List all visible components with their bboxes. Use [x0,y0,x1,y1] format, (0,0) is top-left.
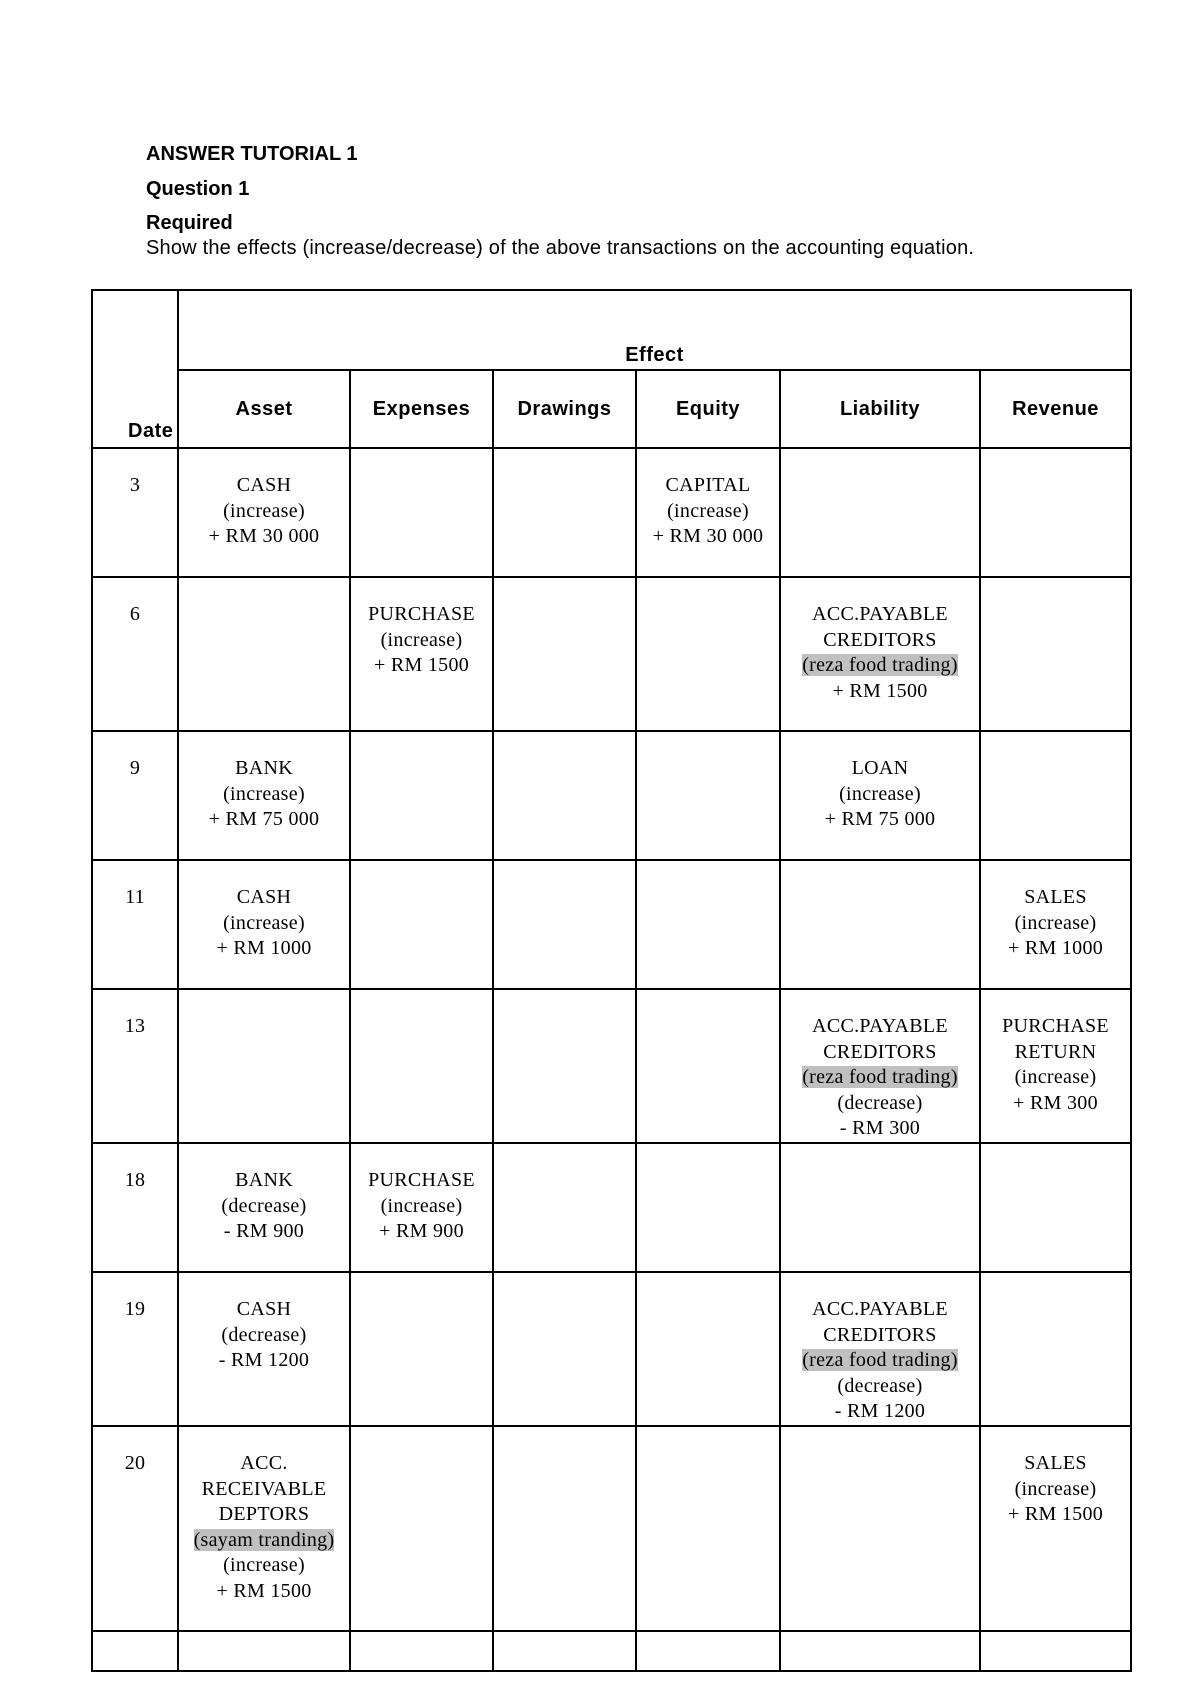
entry-text: ACC.PAYABLE [812,1298,948,1320]
table-row [92,1272,1131,1426]
effect-cell-expenses [350,731,493,860]
entry-line [179,911,349,937]
entry-text: CASH [236,1298,292,1320]
effect-cell-asset [178,731,350,860]
entry-text: (increase) [839,782,921,805]
table-row [92,731,1131,860]
entry-text: + RM 1000 [1007,937,1104,959]
entry-line [781,1374,979,1400]
date-header: Date [92,290,178,448]
entry-line [351,602,492,628]
entry-text: CREDITORS [823,1040,937,1063]
entry-line [981,1451,1130,1477]
effect-header: Effect [178,290,1131,370]
entry-text: (decrease) [221,1323,307,1346]
table-row [92,860,1131,989]
entry-text: ACC. [240,1452,288,1474]
entry-text: CAPITAL [665,474,751,496]
entry-line [781,1116,979,1142]
entry-line [179,1297,349,1323]
entry-line [781,1040,979,1066]
effect-cell-revenue [980,577,1131,731]
effect-cell-equity [636,577,780,731]
entry-line [981,1502,1130,1528]
entry-text: + RM 30 000 [208,525,320,547]
effect-cell-equity [636,1426,780,1631]
entry-text: ACC.PAYABLE [812,603,948,625]
entry-text: PURCHASE [368,1169,475,1191]
entry-text: (increase) [380,1194,463,1217]
entry-text: BANK [235,1169,293,1191]
entry-line [351,1194,492,1220]
entry-line [981,911,1130,937]
entry-text: + RM 1500 [832,679,928,702]
effect-cell-equity [636,731,780,860]
entry-text: RETURN [1014,1040,1097,1063]
entry-line [981,936,1130,962]
entry-line [351,1168,492,1194]
effect-cell-liability [780,577,980,731]
date-cell: 18 [92,1143,178,1272]
entry-text: DEPTORS [218,1503,310,1525]
effect-cell-drawings [493,1426,636,1631]
effect-cell-asset [178,448,350,577]
effect-cell-equity [636,1272,780,1426]
entry-text: PURCHASE [368,603,475,625]
effect-cell-drawings [493,1272,636,1426]
entry-line [781,807,979,833]
entry-line [179,499,349,525]
effect-cell-drawings [493,989,636,1143]
entry-line [981,1040,1130,1066]
column-header-row [92,370,1131,448]
effect-cell-liability [780,448,980,577]
date-cell [92,1631,178,1671]
date-cell: 19 [92,1272,178,1426]
table-body [92,448,1131,1671]
effect-cell-liability [780,1272,980,1426]
entry-line [351,653,492,679]
effect-cell-drawings [493,860,636,989]
entry-line [781,1297,979,1323]
effect-cell-asset [178,860,350,989]
entry-text: (reza food trading) [802,1066,958,1088]
effect-cell-equity [636,860,780,989]
date-cell: 20 [92,1426,178,1631]
entry-line [351,1219,492,1245]
effect-cell-expenses [350,860,493,989]
entry-line [781,628,979,654]
entry-text: PURCHASE [1002,1015,1109,1037]
entry-line [637,524,779,550]
entry-text: CREDITORS [823,1323,937,1346]
entry-text: CASH [236,886,292,908]
entry-text: (increase) [223,782,305,805]
effect-cell-equity [636,989,780,1143]
entry-line [981,1091,1130,1117]
entry-line [179,885,349,911]
effect-cell-drawings [493,1631,636,1671]
entry-line [781,782,979,808]
column-header-drawings: Drawings [493,370,636,448]
column-header-liability: Liability [780,370,980,448]
entry-line [179,1477,349,1503]
entry-line [179,1502,349,1528]
entry-line [781,679,979,705]
effect-cell-revenue [980,989,1131,1143]
entry-text: - RM 900 [223,1220,305,1242]
entry-text: (increase) [223,911,305,934]
entry-line [179,936,349,962]
date-cell: 13 [92,989,178,1143]
column-header-asset: Asset [178,370,350,448]
effect-cell-revenue [980,1426,1131,1631]
entry-text: SALES [1024,886,1087,908]
entry-text: ACC.PAYABLE [812,1015,948,1037]
effect-cell-liability [780,1143,980,1272]
entry-text: + RM 1500 [373,654,470,676]
entry-text: + RM 900 [379,1220,464,1242]
entry-text: + RM 75 000 [824,808,936,830]
effect-cell-drawings [493,448,636,577]
entry-text: + RM 1000 [216,937,312,959]
entry-line [781,1014,979,1040]
highlighted-entry-line [179,1528,349,1554]
entry-line [179,1219,349,1245]
entry-line [179,756,349,782]
effect-cell-revenue [980,731,1131,860]
effect-cell-liability [780,1426,980,1631]
table-row [92,1143,1131,1272]
entry-text: BANK [235,757,293,779]
entry-line [637,473,779,499]
entry-text: (reza food trading) [802,654,958,676]
entry-line [179,473,349,499]
effect-cell-expenses [350,1631,493,1671]
column-header-expenses: Expenses [350,370,493,448]
entry-text: (sayam tranding) [193,1528,335,1551]
entry-text: (increase) [1014,1066,1097,1088]
entry-line [179,1168,349,1194]
effect-cell-asset [178,1143,350,1272]
date-cell: 9 [92,731,178,860]
table-row [92,577,1131,731]
effect-cell-equity [636,448,780,577]
entry-line [179,782,349,808]
column-header-revenue: Revenue [980,370,1131,448]
effect-cell-revenue [980,1272,1131,1426]
entry-text: (increase) [1014,911,1097,934]
entry-text: + RM 75 000 [208,808,320,830]
effect-cell-revenue [980,1143,1131,1272]
entry-line [781,756,979,782]
effect-cell-expenses [350,577,493,731]
effect-cell-drawings [493,1143,636,1272]
entry-line [179,1323,349,1349]
entry-text: CREDITORS [823,628,937,651]
entry-line [179,807,349,833]
effect-cell-drawings [493,731,636,860]
effect-cell-expenses [350,1143,493,1272]
effect-cell-liability [780,860,980,989]
effect-cell-asset [178,1426,350,1631]
entry-text: RECEIVABLE [201,1477,327,1500]
effect-cell-revenue [980,448,1131,577]
entry-text: + RM 1500 [1007,1503,1104,1525]
effect-cell-expenses [350,1426,493,1631]
effect-cell-equity [636,1631,780,1671]
entry-line [781,1091,979,1117]
entry-line [351,628,492,654]
entry-text: + RM 1500 [216,1579,312,1602]
entry-text: (increase) [223,499,305,522]
table-row [92,989,1131,1143]
entry-line [781,1399,979,1425]
entry-line [179,1348,349,1374]
question-label: Question 1 [146,178,250,200]
table-row [92,1631,1131,1671]
entry-text: SALES [1024,1452,1087,1474]
entry-text: - RM 1200 [834,1400,926,1422]
highlighted-entry-line [781,653,979,679]
entry-text: CASH [236,474,292,496]
entry-text: (increase) [380,628,463,651]
entry-line [179,524,349,550]
effect-cell-expenses [350,448,493,577]
entry-line [781,1323,979,1349]
entry-line [179,1194,349,1220]
entry-text: + RM 30 000 [652,525,764,547]
entry-line [179,1451,349,1477]
table-row [92,1426,1131,1631]
entry-text: (reza food trading) [802,1349,958,1371]
effect-cell-asset [178,1631,350,1671]
effect-cell-equity [636,1143,780,1272]
document-title: ANSWER TUTORIAL 1 [146,143,358,165]
date-cell: 6 [92,577,178,731]
entry-line [981,885,1130,911]
entry-line [981,1477,1130,1503]
table-row [92,448,1131,577]
entry-line [637,499,779,525]
effect-cell-liability [780,731,980,860]
effect-cell-asset [178,577,350,731]
date-cell: 3 [92,448,178,577]
effect-cell-asset [178,989,350,1143]
instruction-text: Show the effects (increase/decrease) of the above transactions on the accounting equation. [146,237,975,259]
entry-text: LOAN [851,757,909,779]
entry-line [179,1553,349,1579]
entry-text: - RM 300 [839,1117,921,1139]
entry-text: (decrease) [221,1194,307,1217]
effect-cell-expenses [350,1272,493,1426]
effect-cell-asset [178,1272,350,1426]
entry-line [179,1579,349,1605]
entry-text: (increase) [667,499,749,522]
entry-text: - RM 1200 [218,1349,310,1371]
column-header-equity: Equity [636,370,780,448]
effect-cell-liability [780,1631,980,1671]
highlighted-entry-line [781,1065,979,1091]
entry-text: (decrease) [837,1091,923,1114]
entry-text: (decrease) [837,1374,923,1397]
required-label: Required [146,212,233,234]
accounting-equation-table [91,289,1132,1672]
entry-text: (increase) [1014,1477,1097,1500]
entry-line [981,1014,1130,1040]
effect-cell-revenue [980,860,1131,989]
effect-cell-liability [780,989,980,1143]
entry-text: + RM 300 [1013,1091,1098,1114]
date-cell: 11 [92,860,178,989]
entry-line [981,1065,1130,1091]
effect-cell-revenue [980,1631,1131,1671]
effect-cell-expenses [350,989,493,1143]
effect-cell-drawings [493,577,636,731]
highlighted-entry-line [781,1348,979,1374]
entry-line [781,602,979,628]
entry-text: (increase) [223,1554,305,1576]
